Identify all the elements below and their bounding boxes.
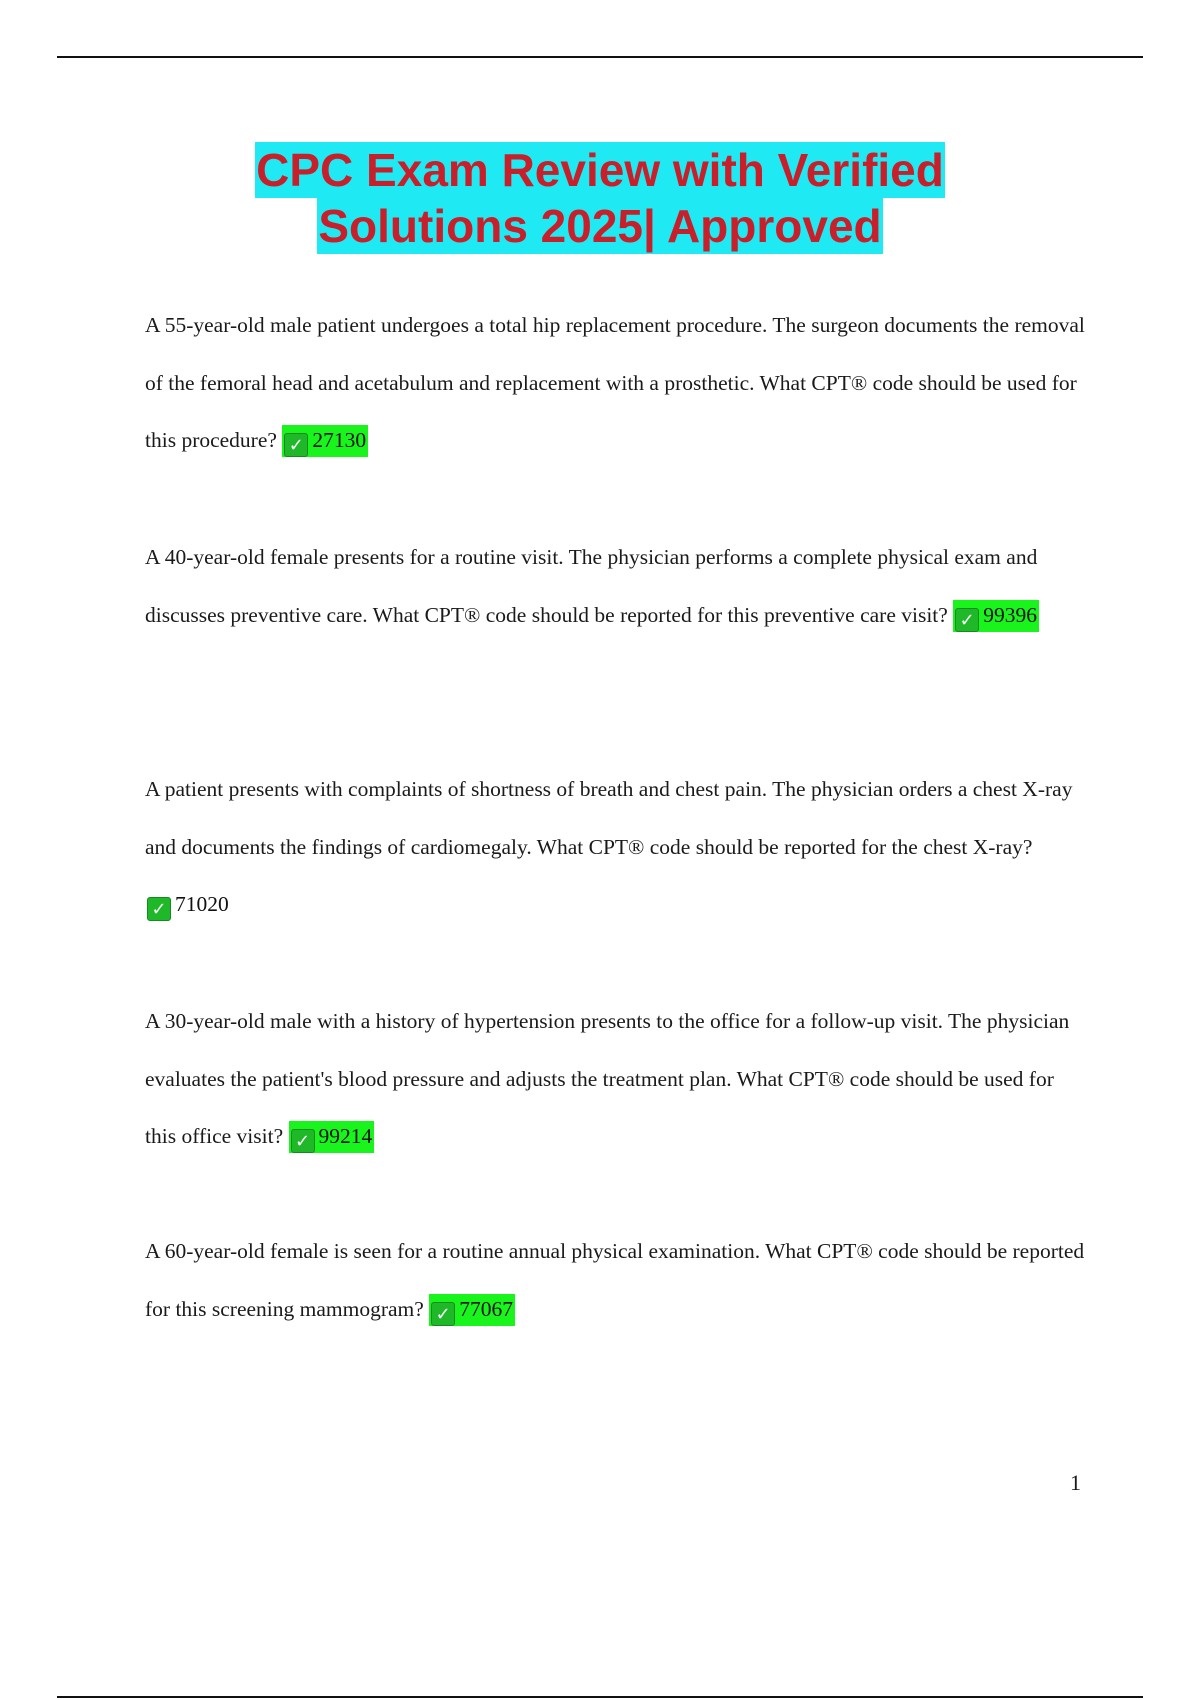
question-text: A patient presents with complaints of shortness of breath and chest pain. The physician orders a chest X-ray and documents the findings of cardiomegaly. What CPT® code should be reported for the chest X-ray?	[145, 777, 1073, 859]
question-1	[145, 297, 1085, 470]
answer-highlight	[289, 1121, 375, 1153]
question-text: A 55-year-old male patient undergoes a total hip replacement procedure. The surgeon documents the removal of the femoral head and acetabulum and replacement with a prosthetic. What CPT® code should be used for this procedure?	[145, 313, 1085, 452]
answer-code: 99214	[318, 1124, 373, 1148]
answer-highlight	[429, 1294, 515, 1326]
title-line-2: Solutions 2025| Approved	[318, 200, 882, 252]
answer-code: 99396	[983, 602, 1037, 627]
document-title	[0, 142, 1200, 254]
check-mark-icon: ✓	[291, 1129, 315, 1153]
question-text: A 60-year-old female is seen for a routine annual physical examination. What CPT® code should be reported for this screening mammogram?	[145, 1239, 1085, 1321]
answer-code: 71020	[175, 892, 229, 916]
question-text: A 30-year-old male with a history of hypertension presents to the office for a follow-up visit. The physician evaluates the patient's blood pressure and adjusts the treatment plan. What CPT® code should be used for this office visit?	[145, 1009, 1070, 1148]
question-3	[145, 761, 1085, 934]
question-text: A 40-year-old female presents for a routine visit. The physician performs a complete physical exam and discusses preventive care. What CPT® code should be reported for this preventive care visit?	[145, 545, 1038, 627]
top-rule	[57, 56, 1143, 58]
answer-plain	[145, 889, 231, 921]
bottom-rule	[57, 1696, 1143, 1698]
answer-code: 27130	[312, 428, 367, 452]
check-mark-icon: ✓	[955, 608, 979, 632]
answer-highlight	[953, 600, 1039, 632]
title-line-1: CPC Exam Review with Verified	[256, 144, 944, 196]
answer-code: 77067	[459, 1296, 513, 1321]
check-mark-icon: ✓	[431, 1302, 455, 1326]
question-2	[145, 529, 1085, 644]
question-5	[145, 1223, 1085, 1338]
check-mark-icon: ✓	[284, 433, 308, 457]
answer-highlight	[282, 425, 368, 457]
check-mark-icon: ✓	[147, 897, 171, 921]
question-4	[145, 993, 1085, 1166]
page-number: 1	[1070, 1470, 1081, 1495]
